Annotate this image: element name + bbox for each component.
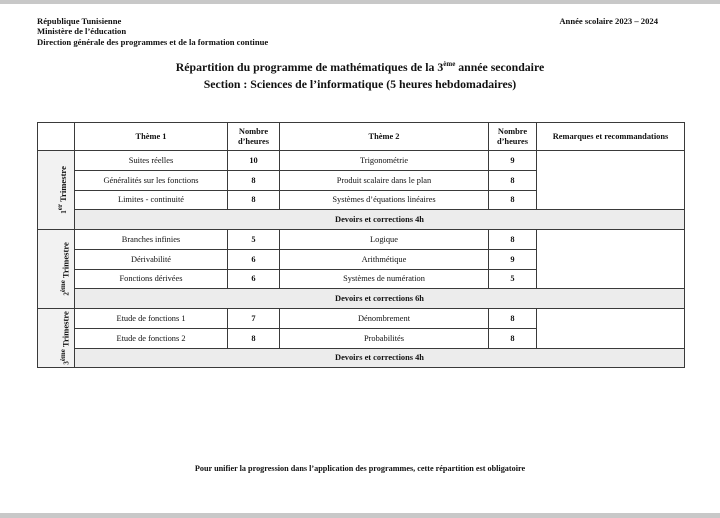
- trimester-word: Trimestre: [60, 242, 71, 279]
- hours1-cell: 5: [228, 229, 280, 249]
- header-theme1: Thème 1: [75, 123, 228, 151]
- theme1-cell: Limites - continuité: [75, 190, 228, 210]
- trimester-3-label: [38, 308, 75, 367]
- ministry-name: Ministère de l’éducation: [37, 26, 127, 37]
- devoirs-cell: Devoirs et corrections 4h: [75, 348, 685, 368]
- top-border: [0, 0, 720, 4]
- hours1-cell: 6: [228, 249, 280, 269]
- theme1-cell: Suites réelles: [75, 151, 228, 171]
- hours1-cell: 8: [228, 170, 280, 190]
- header-hours2-line2: d’heures: [496, 136, 529, 146]
- header-remarks: Remarques et recommandations: [537, 123, 685, 151]
- country-name: République Tunisienne: [37, 16, 122, 26]
- hours2-cell: 9: [489, 151, 537, 171]
- table-row: [38, 308, 685, 328]
- hours1-cell: 7: [228, 308, 280, 328]
- devoirs-row: [38, 289, 685, 309]
- trimester-number: 1: [59, 210, 68, 214]
- trimester-2-label: [38, 229, 75, 308]
- trimester-sup: er: [55, 204, 64, 211]
- hours1-cell: 10: [228, 151, 280, 171]
- remarks-cell: [537, 151, 685, 210]
- remarks-cell: [537, 229, 685, 288]
- page-title: [0, 60, 720, 75]
- devoirs-row: [38, 348, 685, 368]
- footer-note: Pour unifier la progression dans l’application des programmes, cette répartition est obligatoire: [194, 464, 526, 473]
- table-header-row: [38, 123, 685, 151]
- header-institution: [37, 16, 268, 47]
- theme2-cell: Arithmétique: [280, 249, 489, 269]
- theme2-cell: Systèmes de numération: [280, 269, 489, 289]
- header-hours2: [489, 123, 537, 151]
- program-table: [37, 122, 685, 368]
- hours2-cell: 8: [489, 308, 537, 328]
- theme2-cell: Produit scalaire dans le plan: [280, 170, 489, 190]
- bottom-border: [0, 513, 720, 518]
- trimester-word: Trimestre: [57, 166, 68, 203]
- direction-name: Direction générale des programmes et de la formation continue: [37, 36, 269, 47]
- trimester-sup: ème: [58, 349, 67, 362]
- theme1-cell: Branches infinies: [75, 229, 228, 249]
- hours2-cell: 8: [489, 190, 537, 210]
- theme2-cell: Systèmes d’équations linéaires: [280, 190, 489, 210]
- hours2-cell: 8: [489, 328, 537, 348]
- hours2-cell: 8: [489, 229, 537, 249]
- header-trimester: [38, 123, 75, 151]
- title-prefix: Répartition du programme de mathématiques de la 3: [175, 60, 444, 74]
- school-year: Année scolaire 2023 – 2024: [559, 16, 658, 26]
- remarks-cell: [537, 308, 685, 348]
- header-hours1-line1: Nombre: [238, 126, 269, 136]
- trimester-number: 3: [62, 361, 71, 365]
- title-sup: ème: [443, 60, 456, 68]
- devoirs-cell: Devoirs et corrections 6h: [75, 289, 685, 309]
- hours1-cell: 8: [228, 328, 280, 348]
- section-subtitle: Section : Sciences de l’informatique (5 heures hebdomadaires): [203, 77, 517, 91]
- theme2-cell: Dénombrement: [280, 308, 489, 328]
- theme1-cell: Généralités sur les fonctions: [75, 170, 228, 190]
- trimester-number: 2: [62, 292, 71, 296]
- title-suffix: année secondaire: [455, 60, 545, 74]
- devoirs-row: [38, 210, 685, 230]
- header-hours2-line1: Nombre: [497, 126, 528, 136]
- theme1-cell: Fonctions dérivées: [75, 269, 228, 289]
- theme1-cell: Etude de fonctions 1: [75, 308, 228, 328]
- header-hours1-line2: d’heures: [237, 136, 270, 146]
- table-row: [38, 229, 685, 249]
- theme2-cell: Logique: [280, 229, 489, 249]
- hours1-cell: 8: [228, 190, 280, 210]
- devoirs-cell: Devoirs et corrections 4h: [75, 210, 685, 230]
- table-row: [38, 151, 685, 171]
- theme1-cell: Dérivabilité: [75, 249, 228, 269]
- header-hours1: [228, 123, 280, 151]
- hours2-cell: 5: [489, 269, 537, 289]
- hours1-cell: 6: [228, 269, 280, 289]
- hours2-cell: 9: [489, 249, 537, 269]
- theme1-cell: Etude de fonctions 2: [75, 328, 228, 348]
- trimester-sup: ème: [58, 280, 67, 293]
- hours2-cell: 8: [489, 170, 537, 190]
- trimester-1-label: [38, 151, 75, 230]
- theme2-cell: Trigonométrie: [280, 151, 489, 171]
- header-theme2: Thème 2: [280, 123, 489, 151]
- theme2-cell: Probabilités: [280, 328, 489, 348]
- trimester-word: Trimestre: [60, 311, 71, 348]
